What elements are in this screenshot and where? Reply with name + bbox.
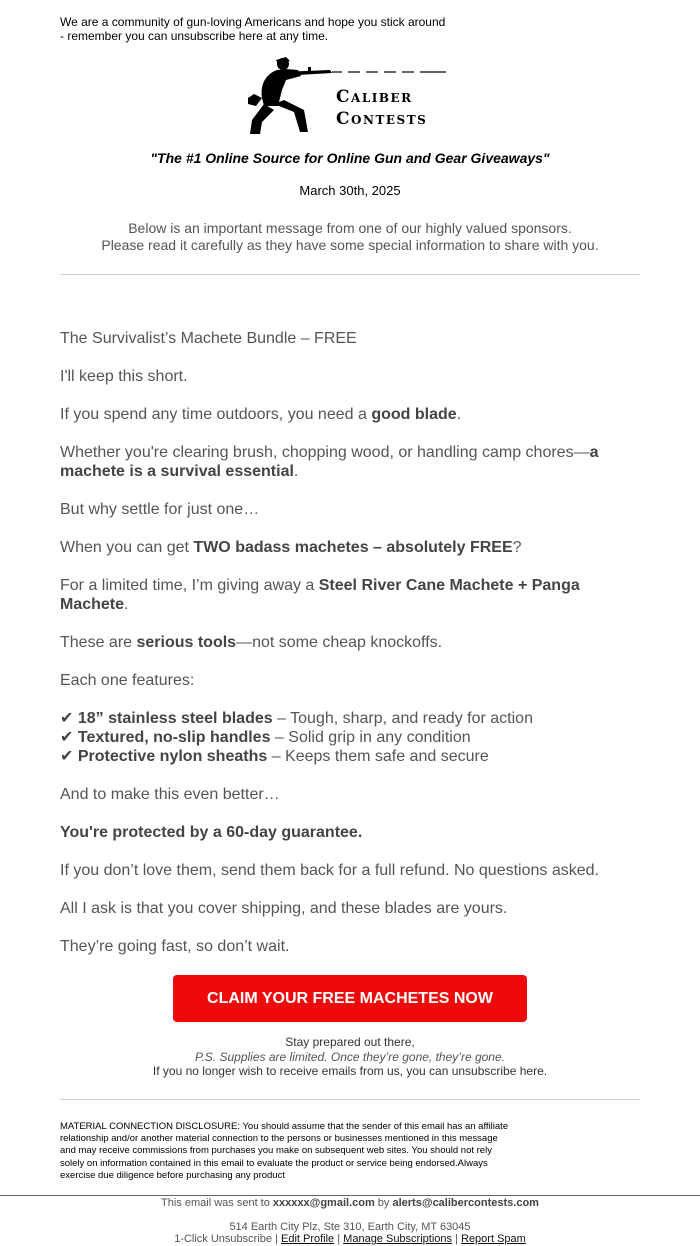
unsubscribe-note[interactable]: If you no longer wish to receive emails from us, you can unsubscribe here.	[152, 1064, 548, 1078]
top-divider	[60, 274, 640, 275]
paragraph-survival-essential: Whether you're clearing brush, chopping wood, or handling camp chores—a machete is a survival essential.	[60, 444, 599, 480]
message-body	[60, 329, 640, 975]
signoff	[0, 1035, 700, 1079]
feature-item: ✔ 18” stainless steel blades – Tough, sharp, and ready for action	[60, 710, 533, 727]
postscript: P.S. Supplies are limited. Once they’re gone, they’re gone.	[195, 1049, 505, 1064]
paragraph-guarantee: You're protected by a 60-day guarantee.	[60, 824, 363, 841]
paragraph-giveaway: For a limited time, I’m giving away a Steel River Cane Machete + Panga Machete.	[60, 577, 580, 613]
report-spam-link[interactable]: Report Spam	[461, 1233, 526, 1245]
logo-line-2: Contests	[336, 109, 428, 129]
sponsor-note-line-1: Below is an important message from one of our highly valued sponsors.	[128, 220, 572, 236]
paragraph-serious-tools: These are serious tools—not some cheap knockoffs.	[60, 634, 443, 651]
one-click-unsubscribe-link[interactable]: 1-Click Unsubscribe	[174, 1233, 272, 1245]
sent-to-line: This email was sent to xxxxxx@gmail.com by alerts@calibercontests.com	[161, 1197, 539, 1209]
claim-machetes-button[interactable]: CLAIM YOUR FREE MACHETES NOW	[173, 975, 527, 1022]
headline: The Survivalist’s Machete Bundle – FREE	[60, 330, 357, 347]
feature-item: ✔ Protective nylon sheaths – Keeps them safe and secure	[60, 748, 489, 765]
paragraph-two-machetes: When you can get TWO badass machetes – absolutely FREE?	[60, 539, 522, 556]
recipient-address: xxxxxx@gmail.com	[272, 1197, 375, 1209]
sponsor-note	[0, 220, 700, 254]
sender-address: alerts@calibercontests.com	[392, 1197, 539, 1209]
intro-line-1: We are a community of gun-loving Americans and hope you stick around	[60, 15, 446, 29]
paragraph-shipping: All I ask is that you cover shipping, and these blades are yours.	[60, 900, 508, 917]
signoff-line: Stay prepared out there,	[285, 1035, 415, 1049]
paragraph-features-intro: Each one features:	[60, 672, 195, 689]
feature-list	[60, 709, 640, 766]
bottom-divider	[60, 1099, 640, 1100]
email-footer	[0, 1197, 700, 1246]
paragraph-even-better: And to make this even better…	[60, 786, 280, 803]
footer-links: 1-Click Unsubscribe | Edit Profile | Manage Subscriptions | Report Spam	[174, 1233, 526, 1245]
paragraph-keep-short: I'll keep this short.	[60, 368, 188, 385]
footer-divider	[0, 1195, 700, 1196]
send-date: March 30th, 2025	[299, 183, 401, 198]
logo-line-1: Caliber	[336, 87, 413, 107]
feature-item: ✔ Textured, no-slip handles – Solid grip in any condition	[60, 729, 471, 746]
sponsor-note-line-2: Please read it carefully as they have some special information to share with you.	[101, 237, 599, 253]
check-icon: ✔	[60, 729, 74, 746]
intro-line-2: - remember you can unsubscribe here at any time.	[60, 29, 329, 43]
paragraph-refund: If you don’t love them, send them back for a full refund. No questions asked.	[60, 862, 599, 879]
paragraph-why-settle: But why settle for just one…	[60, 501, 260, 518]
paragraph-good-blade: If you spend any time outdoors, you need a good blade.	[60, 406, 462, 423]
cta-container	[173, 975, 527, 1022]
mailing-address: 514 Earth City Plz, Ste 310, Earth City, MT 63045	[229, 1220, 471, 1233]
paragraph-going-fast: They’re going fast, so don’t wait.	[60, 938, 290, 955]
edit-profile-link[interactable]: Edit Profile	[280, 1233, 335, 1245]
intro-text	[60, 15, 480, 43]
material-connection-disclosure: MATERIAL CONNECTION DISCLOSURE: You should assume that the sender of this email has an affiliate relationship and/or another material connection to the persons or businesses mentioned in this message and may receive commissions from purchases you make on subsequent web sites. You should not rely solely on information contained in this email to evaluate the product or service being endorsed.Always exercise due diligence before purchasing any product	[60, 1121, 509, 1181]
logo-wordmark	[336, 86, 427, 130]
check-icon: ✔	[60, 710, 74, 727]
caliber-contests-logo[interactable]	[246, 54, 456, 140]
manage-subscriptions-link[interactable]: Manage Subscriptions	[343, 1233, 453, 1245]
check-icon: ✔	[60, 748, 74, 765]
tagline: "The #1 Online Source for Online Gun and Gear Giveaways"	[150, 150, 550, 166]
